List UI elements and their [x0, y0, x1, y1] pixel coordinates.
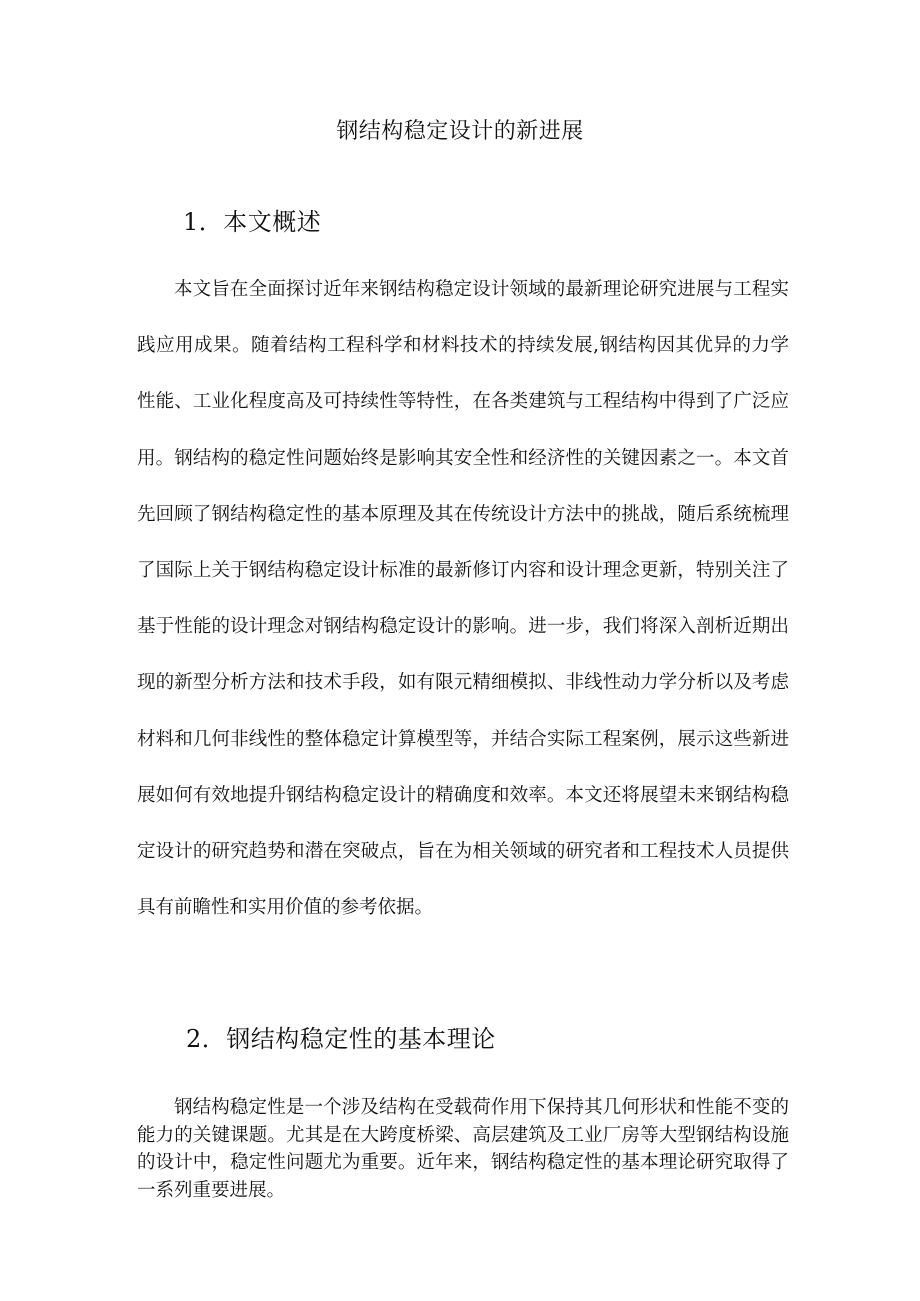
section-paragraph-overview: 本文旨在全面探讨近年来钢结构稳定设计领域的最新理论研究进展与工程实践应用成果。随着结构工程科学和材料技术的持续发展,钢结构因其优异的力学性能、工业化程度高及可持续性等特性，在各类建筑与工程结构中得到了广泛应用。钢结构的稳定性问题始终是影响其安全性和经济性的关键因素之一。本文首先回顾了钢结构稳定性的基本原理及其在传统设计方法中的挑战，随后系统梳理了国际上关于钢结构稳定设计标准的最新修订内容和设计理念更新，特别关注了基于性能的设计理念对钢结构稳定设计的影响。进一步，我们将深入剖析近期出现的新型分析方法和技术手段，如有限元精细模拟、非线性动力学分析以及考虑材料和几何非线性的整体稳定计算模型等，并结合实际工程案例，展示这些新进展如何有效地提升钢结构稳定设计的精确度和效率。本文还将展望未来钢结构稳定设计的研究趋势和潜在突破点，旨在为相关领域的研究者和工程技术人员提供具有前瞻性和实用价值的参考依据。 [137, 279, 789, 919]
section-paragraph-basic-theory: 钢结构稳定性是一个涉及结构在受载荷作用下保持其几何形状和性能不变的能力的关键课题。尤其是在大跨度桥梁、高层建筑及工业厂房等大型钢结构设施的设计中，稳定性问题尤为重要。近年来，钢结构稳定性的基本理论研究取得了一系列重要进展。 [137, 1097, 789, 1201]
section-heading-overview: 1．本文概述 [183, 208, 322, 236]
document-title: 钢结构稳定设计的新进展 [336, 119, 584, 144]
section-heading-basic-theory: 2．钢结构稳定性的基本理论 [186, 1025, 496, 1053]
